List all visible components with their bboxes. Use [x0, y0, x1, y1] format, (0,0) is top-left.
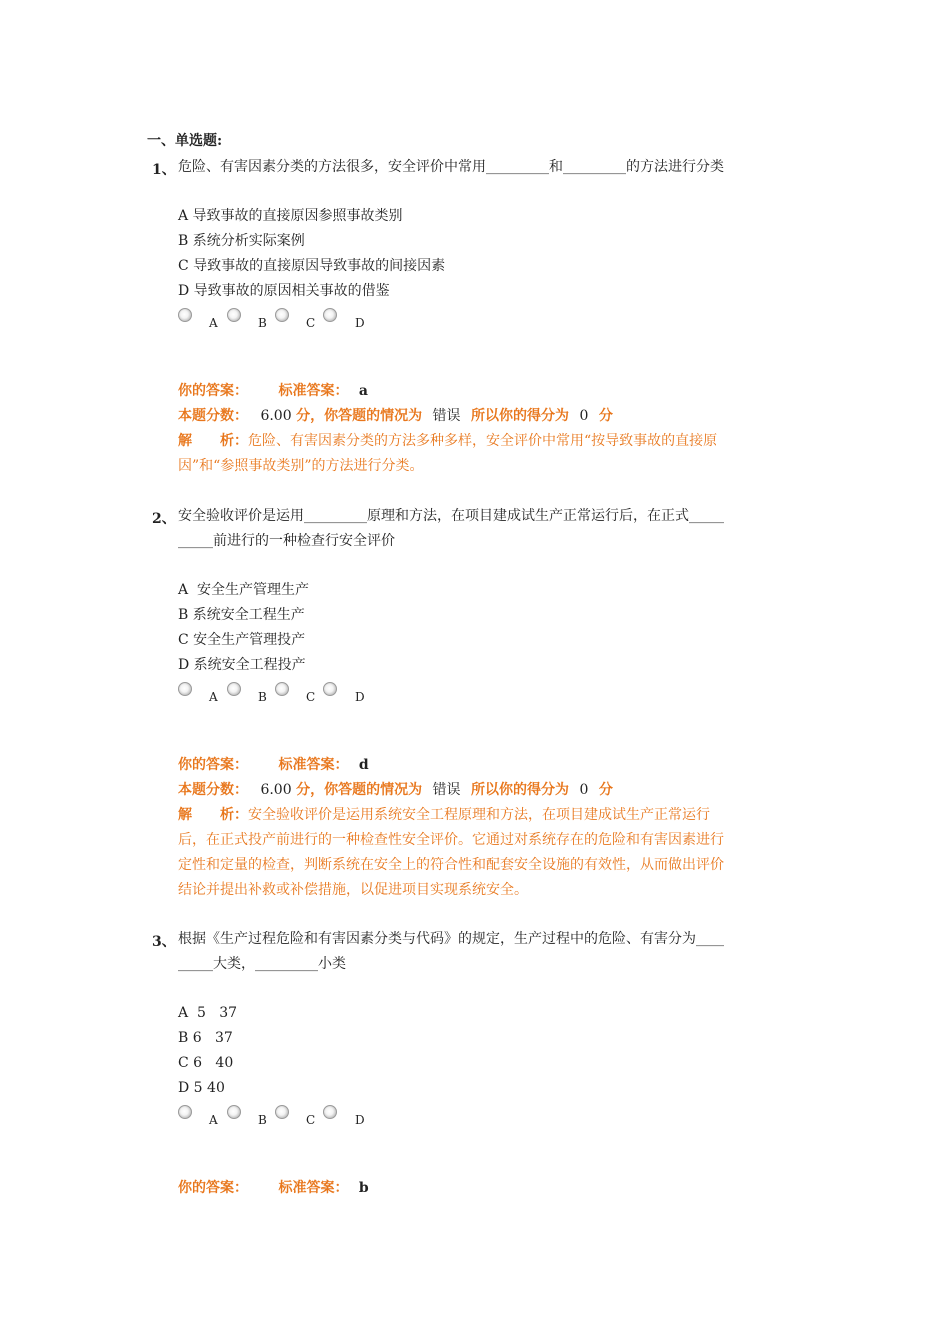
analysis-label: 解 析：	[178, 433, 248, 449]
question-number: 1、	[152, 162, 176, 178]
score-tail: 分，你答题的情况为	[296, 408, 423, 424]
score-row	[178, 404, 802, 429]
radio-a[interactable]	[178, 308, 192, 322]
option-a: A 5 37	[178, 1005, 238, 1021]
radio-label-c: C	[306, 1113, 316, 1127]
answer-block	[178, 753, 802, 903]
analysis-line: 安全验收评价是运用系统安全工程原理和方法，在项目建成试生产正常运行	[248, 807, 710, 823]
radio-d[interactable]	[323, 682, 337, 696]
radio-label-d: D	[355, 690, 365, 704]
answer-block	[178, 379, 802, 479]
question-line: 安全验收评价是运用_________原理和方法，在项目建成试生产正常运行后，在正式_____	[178, 508, 724, 524]
answer-block	[178, 1176, 802, 1201]
analysis	[178, 803, 802, 903]
radio-label-d: D	[355, 1113, 365, 1127]
standard-answer: a	[358, 383, 368, 399]
answer-row	[178, 753, 802, 778]
result-text: 错误	[432, 782, 461, 798]
your-answer-label: 你的答案：	[178, 1180, 248, 1196]
option-d: D 系统安全工程投产	[178, 657, 306, 673]
analysis-line: 定性和定量的检查，判断系统在安全上的符合性和配套安全设施的有效性，从而做出评价	[178, 857, 724, 873]
got-value: 0	[579, 782, 589, 798]
option-list	[178, 204, 445, 304]
radio-b[interactable]	[227, 1105, 241, 1119]
question-text	[178, 504, 802, 554]
radio-label-c: C	[306, 690, 316, 704]
got-label: 所以你的得分为	[470, 782, 569, 798]
option-b: B 系统安全工程生产	[178, 607, 305, 623]
question-text	[178, 927, 802, 977]
radio-c[interactable]	[275, 682, 289, 696]
radio-label-d: D	[355, 316, 365, 330]
score-label: 本题分数：	[178, 408, 248, 424]
score-tail: 分，你答题的情况为	[296, 782, 423, 798]
analysis-line: 结论并提出补救或补偿措施，以促进项目实现系统安全。	[178, 882, 528, 898]
analysis-line: 因”和“参照事故类别”的方法进行分类。	[178, 458, 424, 474]
radio-c[interactable]	[275, 1105, 289, 1119]
analysis-label: 解 析：	[178, 807, 248, 823]
radio-label-a: A	[209, 1113, 218, 1127]
radio-a[interactable]	[178, 1105, 192, 1119]
option-b: B 系统分析实际案例	[178, 233, 305, 249]
radio-label-a: A	[209, 690, 218, 704]
got-value: 0	[579, 408, 589, 424]
your-answer-label: 你的答案：	[178, 383, 248, 399]
analysis-line: 后，在正式投产前进行的一种检查性安全评价。它通过对系统存在的危险和有害因素进行	[178, 832, 724, 848]
question-line: _____前进行的一种检查行安全评价	[178, 533, 395, 549]
radio-label-b: B	[258, 1113, 267, 1127]
option-c: C 6 40	[178, 1055, 234, 1071]
radio-label-c: C	[306, 316, 316, 330]
standard-answer: d	[358, 757, 369, 773]
option-b: B 6 37	[178, 1030, 233, 1046]
radio-label-a: A	[209, 316, 218, 330]
option-d: D 导致事故的原因相关事故的借鉴	[178, 283, 390, 299]
option-c: C 导致事故的直接原因导致事故的间接因素	[178, 258, 446, 274]
radio-d[interactable]	[323, 308, 337, 322]
question-number: 3、	[152, 934, 176, 950]
answer-row	[178, 379, 802, 404]
got-label: 所以你的得分为	[470, 408, 569, 424]
radio-label-b: B	[258, 316, 267, 330]
result-text: 错误	[432, 408, 461, 424]
score-value: 6.00	[260, 782, 292, 798]
radio-label-b: B	[258, 690, 267, 704]
radio-a[interactable]	[178, 682, 192, 696]
question-number: 2、	[152, 511, 176, 527]
option-list	[178, 578, 309, 678]
answer-row	[178, 1176, 802, 1201]
score-label: 本题分数：	[178, 782, 248, 798]
score-row	[178, 778, 802, 803]
score-value: 6.00	[260, 408, 292, 424]
analysis	[178, 429, 802, 479]
radio-c[interactable]	[275, 308, 289, 322]
option-list	[178, 1001, 237, 1101]
option-a: A 导致事故的直接原因参照事故类别	[178, 208, 403, 224]
question-line: _____大类，_________小类	[178, 956, 346, 972]
question-line: 根据《生产过程危险和有害因素分类与代码》的规定，生产过程中的危险、有害分为____	[178, 931, 724, 947]
standard-answer-label: 标准答案：	[278, 1180, 349, 1196]
option-a: A 安全生产管理生产	[178, 582, 310, 598]
option-d: D 5 40	[178, 1080, 225, 1096]
your-answer-label: 你的答案：	[178, 757, 248, 773]
radio-d[interactable]	[323, 1105, 337, 1119]
section-title: 一、单选题:	[147, 133, 223, 149]
analysis-line: 危险、有害因素分类的方法多种多样，安全评价中常用“按导致事故的直接原	[248, 433, 718, 449]
got-unit: 分	[598, 408, 613, 424]
radio-b[interactable]	[227, 682, 241, 696]
question-text	[178, 155, 802, 180]
got-unit: 分	[598, 782, 613, 798]
question-line: 危险、有害因素分类的方法很多，安全评价中常用_________和_________的方法进行分类	[178, 159, 724, 175]
standard-answer: b	[358, 1180, 369, 1196]
option-c: C 安全生产管理投产	[178, 632, 306, 648]
standard-answer-label: 标准答案：	[278, 383, 349, 399]
standard-answer-label: 标准答案：	[278, 757, 349, 773]
radio-b[interactable]	[227, 308, 241, 322]
